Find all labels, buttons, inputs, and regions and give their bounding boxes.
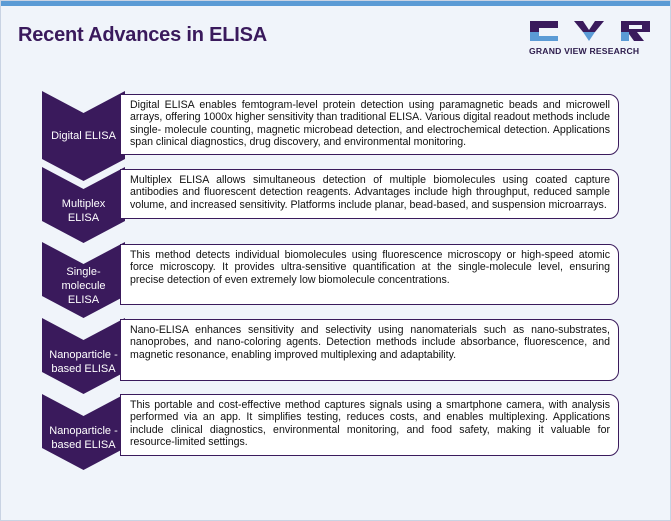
- page-title: Recent Advances in ELISA: [18, 24, 267, 46]
- step-description-2: Multiplex ELISA allows simultaneous detection of multiple biomolecules using coated capture antibodies and fluorescent detection reagents. Advantages include high throughput, reduced sample volume, and increased sensitivity. Platforms include planar, bead-based, and suspension microarrays.: [120, 169, 619, 219]
- step-description-4: Nano-ELISA enhances sensitivity and selectivity using nanomaterials such as nano-substrates, nanoprobes, and nano-coloring agents. Detection methods include absorbance, fluorescence, and magnetic resonance, enabling improved multiplexing and adaptability.: [120, 319, 619, 381]
- step-description-5: This portable and cost-effective method captures signals using a smartphone camera, with analysis performed via an app. It simplifies testing, reduces costs, and enables multiplexing. Applications include clinical diagnostics, environmental monitoring, and food safety, making it valuable for resource-limited settings.: [120, 394, 619, 456]
- accent-bar: [1, 1, 670, 6]
- step-description-1: Digital ELISA enables femtogram-level protein detection using paramagnetic beads and microwell arrays, offering 1000x higher sensitivity than traditional ELISA. Various digital readout methods include single- molecule counting, magnetic microbead detection, and electrochemical detection. Applications span clinical diagnostics, drug discovery, and environmental monitoring.: [120, 94, 619, 155]
- step-label-4: Nanoparticle -based ELISA: [49, 349, 118, 375]
- brand-name: GRAND VIEW RESEARCH: [529, 46, 640, 56]
- step-label-2: Multiplex ELISA: [61, 198, 106, 224]
- step-label-1: Digital ELISA: [51, 130, 116, 142]
- step-label-3: Single-molecule ELISA: [61, 266, 106, 306]
- step-description-3: This method detects individual biomolecules using fluorescence microscopy or high-speed atomic force microscopy. It provides ultra-sensitive quantification at the single-molecule level, ensuring precise detection of even extremely low biomolecule concentrations.: [120, 244, 619, 305]
- step-label-5: Nanoparticle -based ELISA: [49, 425, 118, 451]
